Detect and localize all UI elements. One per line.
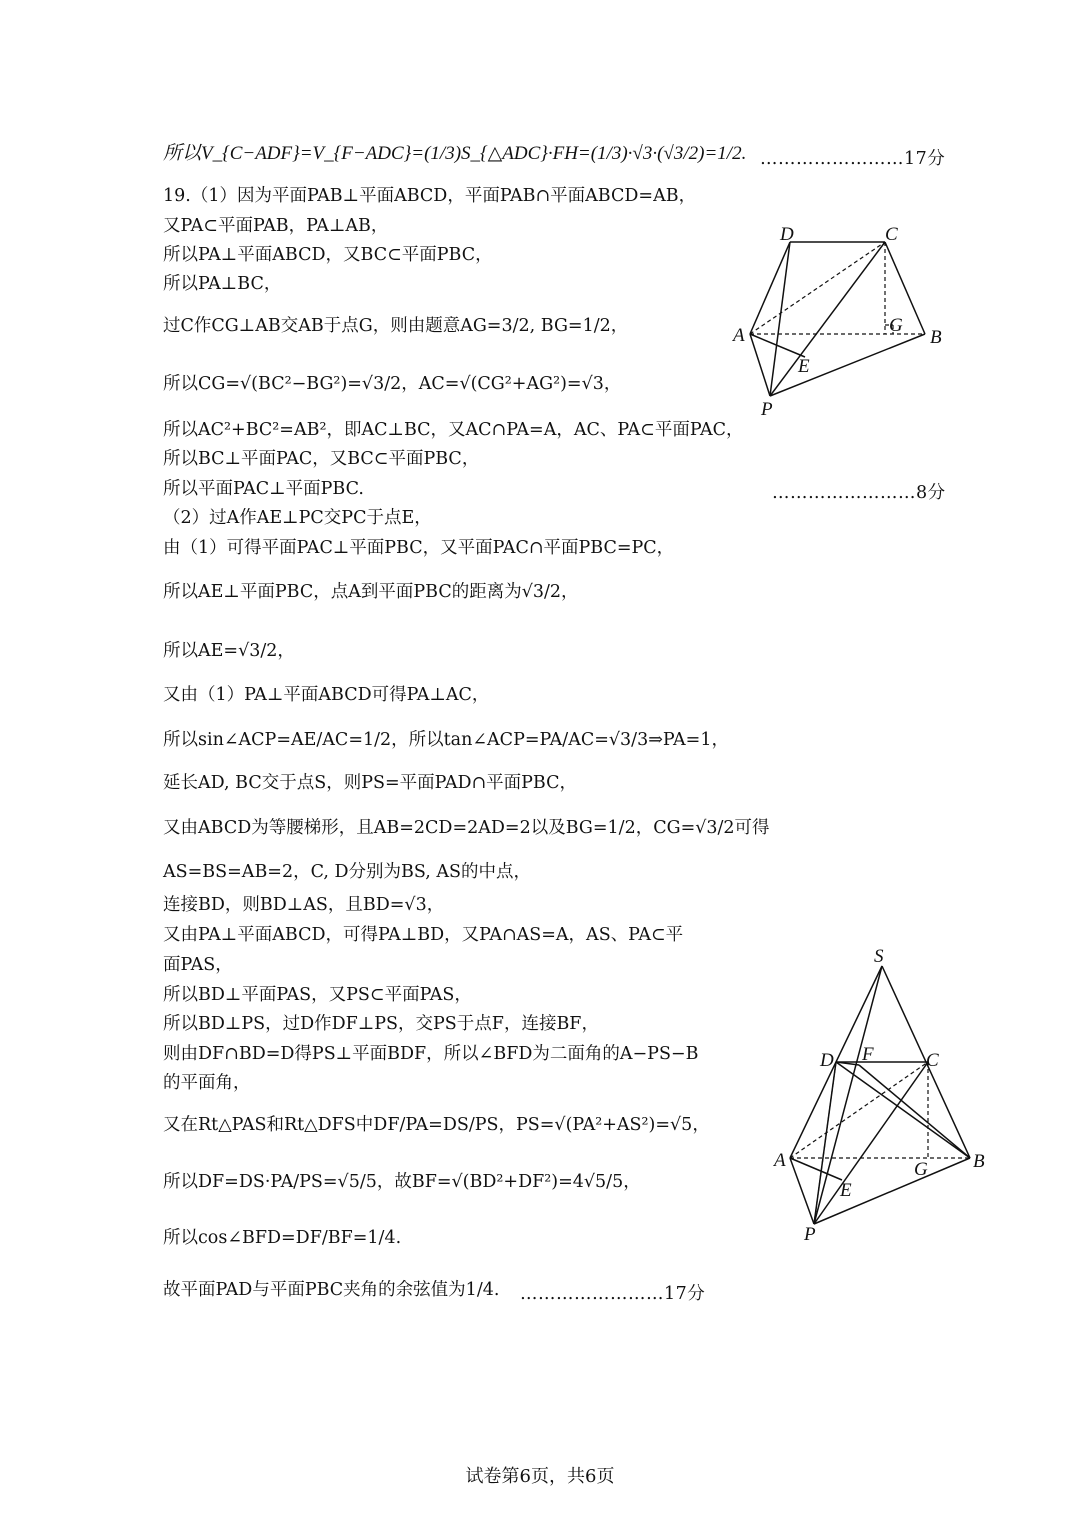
line-23: 所以BD⊥平面PAS，又PS⊂平面PAS， — [163, 985, 472, 1005]
label-A: A — [733, 325, 745, 346]
line-3: 又PA⊂平面PAB，PA⊥AB， — [163, 216, 389, 236]
line-16: 所以sin∠ACP=AE/AC=1/2，所以tan∠ACP=PA/AC=√3/3⇒PA=1， — [163, 730, 729, 750]
label-A: A — [774, 1150, 786, 1171]
label-S: S — [874, 946, 884, 967]
geometry-figure-2 — [770, 940, 1000, 1245]
label-B: B — [930, 327, 942, 348]
line-27: 又在Rt△PAS和Rt△DFS中DF/PA=DS/PS，PS=√(PA²+AS²)=√5， — [163, 1115, 710, 1135]
line-1: 所以V_{C−ADF}=V_{F−ADC}=(1/3)S_{△ADC}·FH=(1/3)·√3·(√3/2)=1/2. — [163, 143, 747, 164]
line-15: 又由（1）PA⊥平面ABCD可得PA⊥AC， — [163, 685, 490, 705]
line-19: AS=BS=AB=2，C, D分别为BS, AS的中点， — [163, 862, 531, 882]
label-P: P — [804, 1224, 816, 1245]
label-D: D — [780, 224, 794, 245]
label-G: G — [914, 1159, 928, 1180]
line-29: 所以cos∠BFD=DF/BF=1/4. — [163, 1228, 402, 1248]
line-6: 过C作CG⊥AB交AB于点G，则由题意AG=3/2, BG=1/2， — [163, 316, 629, 336]
line-22: 面PAS， — [163, 955, 233, 975]
line-28: 所以DF=DS·PA/PS=√5/5，故BF=√(BD²+DF²)=4√5/5， — [163, 1172, 641, 1192]
label-E: E — [798, 356, 810, 377]
label-E: E — [840, 1180, 852, 1201]
line-14: 所以AE=√3/2， — [163, 641, 295, 661]
line-12: 由（1）可得平面PAC⊥平面PBC，又平面PAC∩平面PBC=PC， — [163, 538, 675, 558]
line-10: 所以平面PAC⊥平面PBC. — [163, 479, 364, 499]
label-P: P — [761, 399, 773, 420]
line-11: （2）过A作AE⊥PC交PC于点E， — [163, 508, 432, 528]
line-5: 所以PA⊥BC， — [163, 274, 282, 294]
label-B: B — [973, 1151, 985, 1172]
score-17-b: ……………………17分 — [520, 1284, 706, 1304]
line-2: 19.（1）因为平面PAB⊥平面ABCD，平面PAB∩平面ABCD=AB， — [163, 186, 697, 206]
line-25: 则由DF∩BD=D得PS⊥平面BDF，所以∠BFD为二面角的A−PS−B — [163, 1044, 699, 1064]
line-17: 延长AD, BC交于点S，则PS=平面PAD∩平面PBC， — [163, 773, 578, 793]
line-26: 的平面角， — [163, 1073, 251, 1093]
label-G: G — [889, 315, 903, 336]
line-7: 所以CG=√(BC²−BG²)=√3/2，AC=√(CG²+AG²)=√3， — [163, 374, 622, 394]
line-20: 连接BD，则BD⊥AS，且BD=√3， — [163, 895, 445, 915]
line-18: 又由ABCD为等腰梯形，且AB=2CD=2AD=2以及BG=1/2，CG=√3/2可得 — [163, 818, 770, 838]
page-footer: 试卷第6页，共6页 — [465, 1466, 615, 1487]
geometry-figure-1 — [725, 220, 955, 420]
line-9: 所以BC⊥平面PAC，又BC⊂平面PBC， — [163, 449, 480, 469]
label-C: C — [885, 224, 898, 245]
line-4: 所以PA⊥平面ABCD，又BC⊂平面PBC， — [163, 245, 493, 265]
line-21: 又由PA⊥平面ABCD，可得PA⊥BD，又PA∩AS=A，AS、PA⊂平 — [163, 925, 684, 945]
label-C: C — [926, 1050, 939, 1071]
label-F: F — [862, 1044, 874, 1065]
score-17-a: ……………………17分 — [760, 149, 946, 169]
label-D: D — [820, 1050, 834, 1071]
line-30: 故平面PAD与平面PBC夹角的余弦值为1/4. — [163, 1280, 500, 1300]
score-8: ……………………8分 — [772, 483, 946, 503]
line-24: 所以BD⊥PS，过D作DF⊥PS，交PS于点F，连接BF， — [163, 1014, 599, 1034]
line-13: 所以AE⊥平面PBC，点A到平面PBC的距离为√3/2， — [163, 582, 579, 602]
line-8: 所以AC²+BC²=AB²，即AC⊥BC，又AC∩PA=A，AC、PA⊂平面PAC， — [163, 420, 744, 440]
